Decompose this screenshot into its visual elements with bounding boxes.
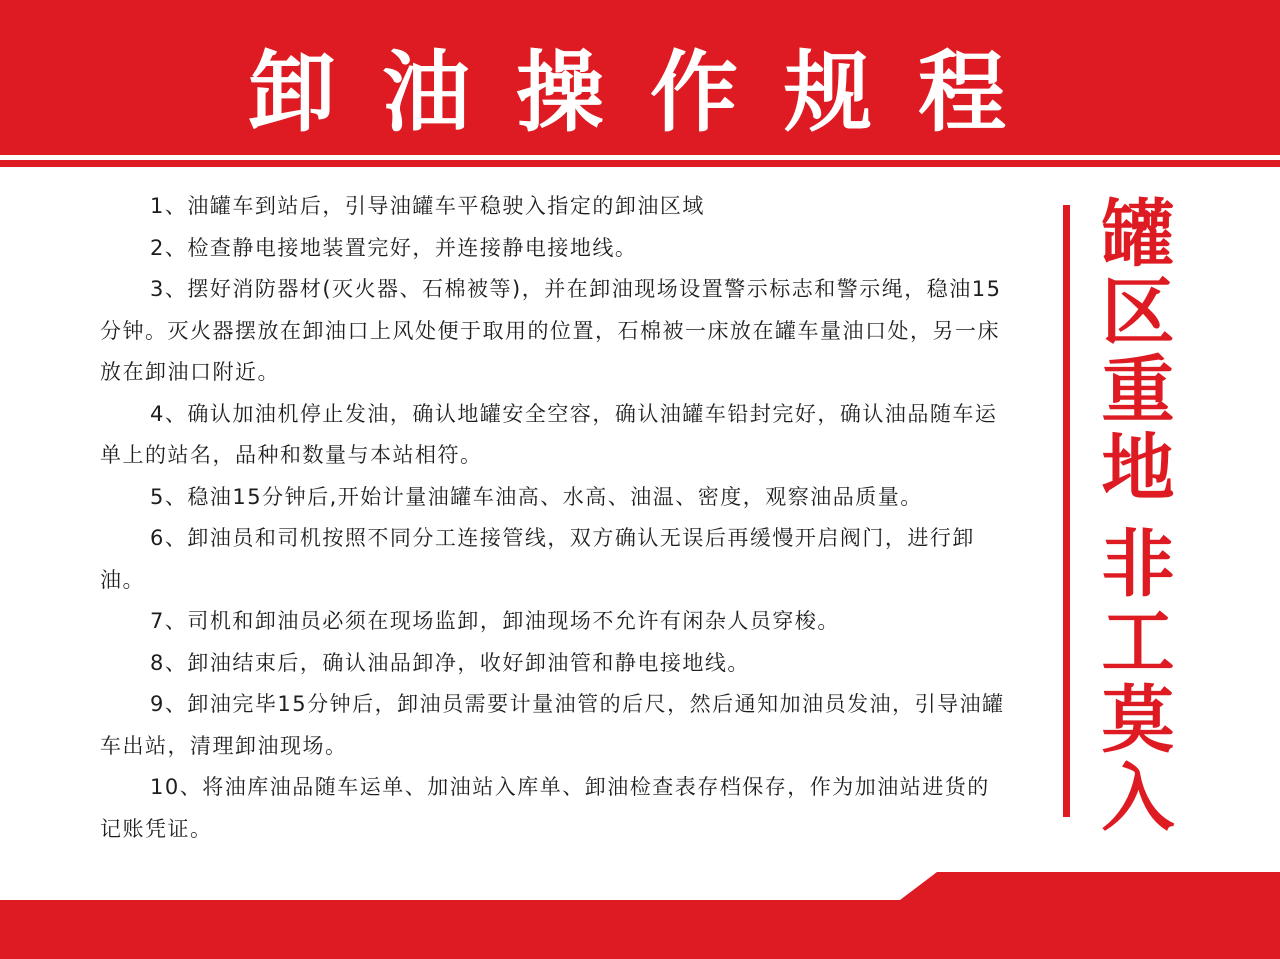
procedure-step-5: 5、稳油15分钟后,开始计量油罐车油高、水高、油温、密度，观察油品质量。: [150, 484, 923, 509]
side-char: 重: [1101, 348, 1175, 433]
side-warning-banner: [1088, 192, 1188, 841]
side-char: 罐: [1101, 192, 1175, 277]
procedure-step-9: 9、卸油完毕15分钟后，卸油员需要计量油管的后尺，然后通知加油员发油，引导油罐车出站，清理卸油现场。: [100, 692, 1005, 758]
side-char: 工: [1101, 600, 1175, 685]
procedure-step-3: 3、摆好消防器材(灭火器、石棉被等)，并在卸油现场设置警示标志和警示绳，稳油15分钟。灭火器摆放在卸油口上风处便于取用的位置，石棉被一床放在罐车量油口处，另一床放在卸油口附近。: [100, 277, 1002, 384]
procedure-step-4: 4、确认加油机停止发油，确认地罐安全空容，确认油罐车铅封完好，确认油品随车运单上的站名，品种和数量与本站相符。: [100, 401, 998, 467]
side-char: 地: [1101, 426, 1175, 511]
side-char: 非: [1101, 522, 1175, 607]
procedure-step-2: 2、检查静电接地装置完好，并连接静电接地线。: [150, 235, 638, 260]
header-divider: [0, 160, 1280, 167]
side-char: 入: [1101, 756, 1175, 841]
procedure-list: [100, 186, 1012, 850]
procedure-step-8: 8、卸油结束后，确认油品卸净，收好卸油管和静电接地线。: [150, 650, 750, 675]
footer-shape: [0, 872, 1280, 959]
footer-band: [0, 872, 1280, 959]
procedure-step-1: 1、油罐车到站后，引导油罐车平稳驶入指定的卸油区域: [150, 194, 705, 218]
procedure-step-10: 10、将油库油品随车运单、加油站入库单、卸油检查表存档保存，作为加油站进货的记账凭证。: [100, 775, 990, 841]
procedure-step-7: 7、司机和卸油员必须在现场监卸，卸油现场不允许有闲杂人员穿梭。: [150, 609, 840, 633]
side-char: 莫: [1101, 678, 1175, 763]
procedure-step-6: 6、卸油员和司机按照不同分工连接管线，双方确认无误后再缓慢开启阀门，进行卸油。: [100, 526, 975, 592]
side-divider: [1063, 205, 1070, 817]
page-title: 卸油操作规程: [247, 41, 1052, 144]
side-char: 区: [1101, 270, 1175, 355]
